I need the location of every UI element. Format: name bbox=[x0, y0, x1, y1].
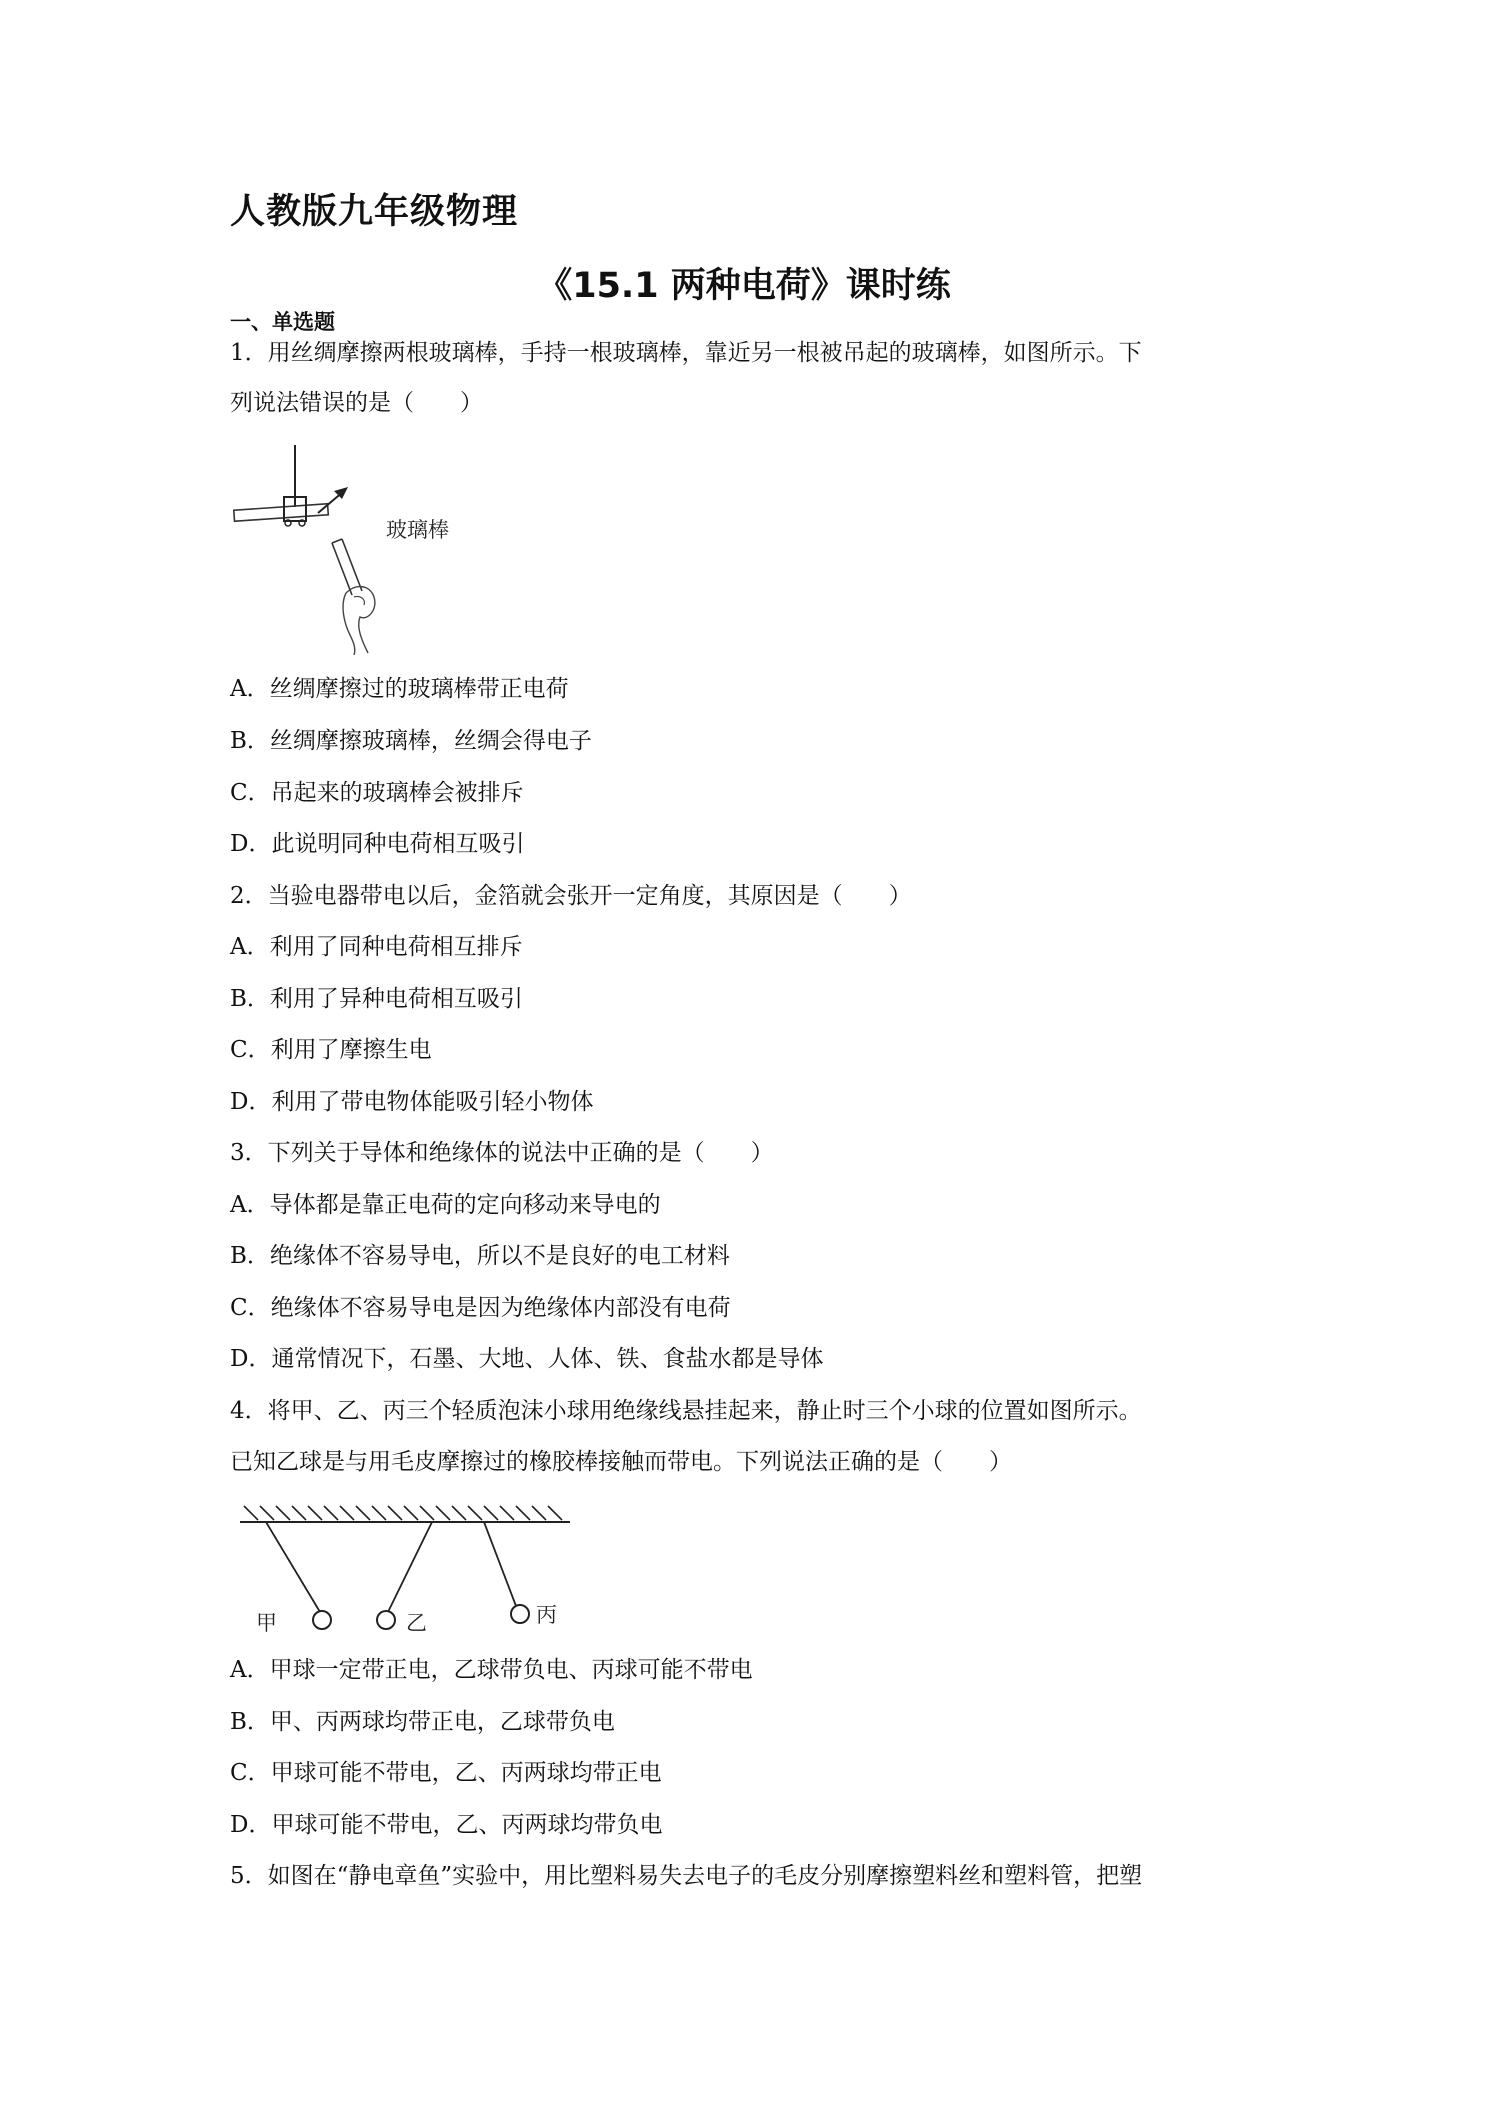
ball-yi-label: 乙 bbox=[406, 1611, 427, 1635]
question-3-option-c: C．绝缘体不容易导电是因为绝缘体内部没有电荷 bbox=[230, 1295, 731, 1321]
ball-yi bbox=[377, 1611, 395, 1629]
question-4-option-a: A．甲球一定带正电，乙球带负电、丙球可能不带电 bbox=[230, 1657, 753, 1683]
question-1-option-a: A．丝绸摩擦过的玻璃棒带正电荷 bbox=[230, 676, 569, 702]
question-4-option-c: C．甲球可能不带电，乙、丙两球均带正电 bbox=[230, 1760, 662, 1786]
question-3-option-b: B．绝缘体不容易导电，所以不是良好的电工材料 bbox=[230, 1243, 730, 1269]
question-1-option-b: B．丝绸摩擦玻璃棒，丝绸会得电子 bbox=[230, 728, 592, 754]
question-3-option-a: A．导体都是靠正电荷的定向移动来导电的 bbox=[230, 1192, 661, 1218]
suspended-balls-figure bbox=[236, 1500, 576, 1640]
question-4-option-d: D．甲球可能不带电，乙、丙两球均带负电 bbox=[230, 1812, 663, 1838]
question-5-stem-line-1: 5．如图在“静电章鱼”实验中，用比塑料易失去电子的毛皮分别摩擦塑料丝和塑料管，把塑 bbox=[230, 1863, 1143, 1889]
question-1-figure bbox=[228, 445, 478, 655]
question-3-stem-line-1: 3．下列关于导体和绝缘体的说法中正确的是（ ） bbox=[230, 1140, 774, 1166]
question-4-option-b: B．甲、丙两球均带正电，乙球带负电 bbox=[230, 1709, 615, 1735]
question-2-option-d: D．利用了带电物体能吸引轻小物体 bbox=[230, 1089, 594, 1115]
question-4-stem-line-2: 已知乙球是与用毛皮摩擦过的橡胶棒接触而带电。下列说法正确的是（ ） bbox=[230, 1449, 1012, 1475]
ball-jia-label: 甲 bbox=[256, 1611, 277, 1635]
question-1-stem-line-1: 1．用丝绸摩擦两根玻璃棒，手持一根玻璃棒，靠近另一根被吊起的玻璃棒，如图所示。下 bbox=[230, 340, 1142, 366]
document-title: 《15.1 两种电荷》课时练 bbox=[537, 266, 951, 306]
question-2-option-a: A．利用了同种电荷相互排斥 bbox=[230, 934, 523, 960]
glass-rod-figure bbox=[228, 445, 478, 655]
question-2-option-b: B．利用了异种电荷相互吸引 bbox=[230, 986, 523, 1012]
glass-rod-label: 玻璃棒 bbox=[386, 518, 449, 542]
section-title: 一、单选题 bbox=[230, 310, 335, 334]
question-2-option-c: C．利用了摩擦生电 bbox=[230, 1037, 432, 1063]
question-3-option-d: D．通常情况下，石墨、大地、人体、铁、食盐水都是导体 bbox=[230, 1346, 824, 1372]
ball-bing-label: 丙 bbox=[536, 1603, 557, 1627]
question-4-stem-line-1: 4．将甲、乙、丙三个轻质泡沫小球用绝缘线悬挂起来，静止时三个小球的位置如图所示。 bbox=[230, 1398, 1142, 1424]
question-1-option-c: C．吊起来的玻璃棒会被排斥 bbox=[230, 780, 524, 806]
question-1-stem-line-2: 列说法错误的是（ ） bbox=[230, 390, 483, 416]
question-4-figure bbox=[236, 1500, 576, 1640]
question-1-option-d: D．此说明同种电荷相互吸引 bbox=[230, 831, 525, 857]
ball-bing bbox=[511, 1605, 529, 1623]
publisher-heading: 人教版九年级物理 bbox=[230, 192, 519, 232]
ball-jia bbox=[313, 1611, 331, 1629]
question-2-stem-line-1: 2．当验电器带电以后，金箔就会张开一定角度，其原因是（ ） bbox=[230, 883, 912, 909]
